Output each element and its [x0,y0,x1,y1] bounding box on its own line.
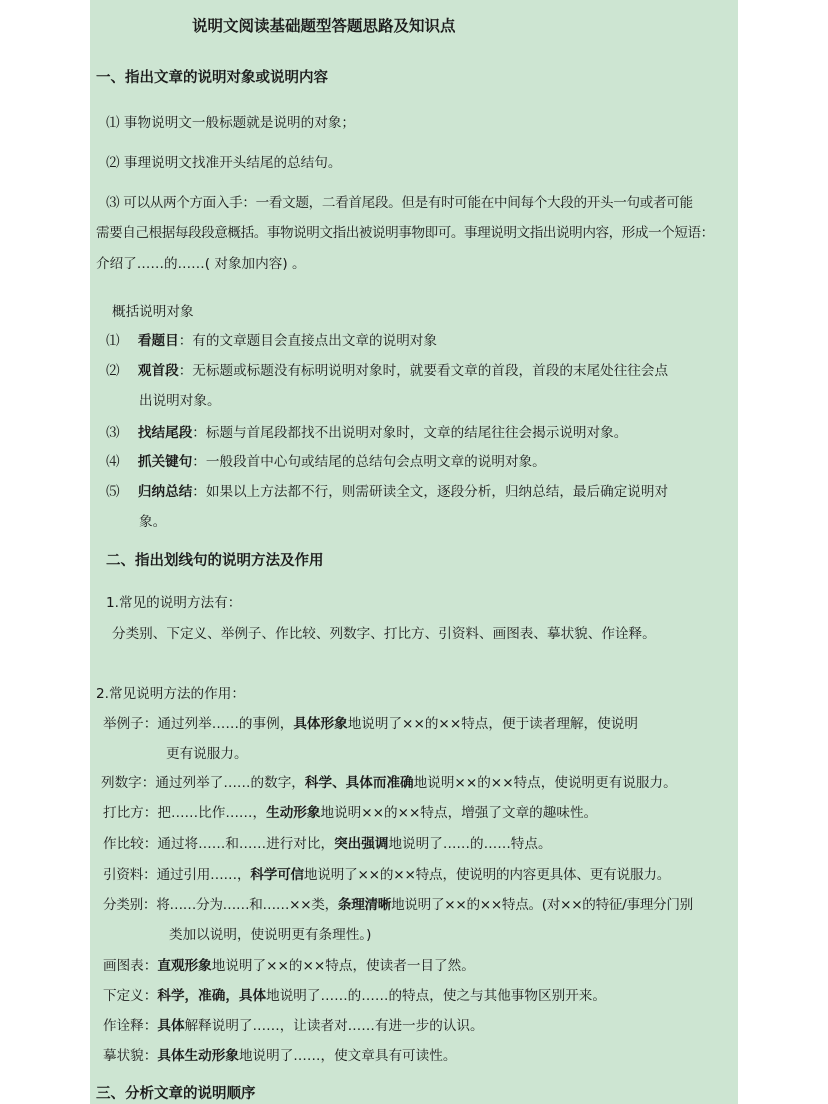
method-row: ⑵ 观首段：无标题或标题没有标明说明对象时，就要看文章的首段，首段的末尾处往往会点 [106,363,669,379]
effect-row: 举例子：通过列举……的事例，具体形象地说明了××的××特点，便于读者理解，使说明 [103,716,638,732]
effect-row: 列数字：通过列举了……的数字，科学、具体而准确地说明××的××特点，使说明更有说服力。 [101,775,677,791]
method-row: ⑸ 归纳总结：如果以上方法都不行，则需研读全文，逐段分析，归纳总结，最后确定说明对 [106,484,669,500]
effect-row: 引资料：通过引用……，科学可信地说明了××的××特点，使说明的内容更具体、更有说服力。 [103,867,671,883]
effect-row: 画图表：直观形象地说明了××的××特点，使读者一目了然。 [103,958,475,974]
common-methods-label: 1.常见的说明方法有： [106,595,242,611]
method-row-continuation: 出说明对象。 [139,393,221,409]
section-1-item-3-line-3: 介绍了……的……( 对象加内容) 。 [96,256,306,272]
section-1-item-3-line-2: 需要自己根据每段段意概括。事物说明文指出被说明事物即可。事理说明文指出说明内容，形成一个短语： [96,225,714,241]
method-row: ⑷ 抓关键句：一般段首中心句或结尾的总结句会点明文章的说明对象。 [106,454,546,470]
effect-row: 作诠释：具体解释说明了……，让读者对……有进一步的认识。 [103,1018,484,1034]
method-row: ⑴ 看题目：有的文章题目会直接点出文章的说明对象 [106,333,437,349]
method-row-continuation: 象。 [139,514,167,530]
effect-row-continuation: 更有说服力。 [166,746,248,762]
section-1-item-1: ⑴ 事物说明文一般标题就是说明的对象； [106,115,356,131]
section-2-heading: 二、指出划线句的说明方法及作用 [106,553,324,569]
method-row: ⑶ 找结尾段：标题与首尾段都找不出说明对象时，文章的结尾往往会揭示说明对象。 [106,425,628,441]
document-page [90,0,738,1104]
section-1-item-2: ⑵ 事理说明文找准开头结尾的总结句。 [106,155,342,171]
effect-row: 作比较：通过将……和……进行对比，突出强调地说明了……的……特点。 [103,836,552,852]
method-effects-label: 2.常见说明方法的作用： [96,686,245,702]
effect-row-continuation: 类加以说明，使说明更有条理性。) [169,927,372,943]
effect-row: 打比方：把……比作……，生动形象地说明××的××特点，增强了文章的趣味性。 [103,805,598,821]
sub-heading-summarize-object: 概括说明对象 [112,304,194,320]
section-3-heading: 三、分析文章的说明顺序 [96,1086,256,1102]
effect-row: 分类别：将……分为……和……××类，条理清晰地说明了××的××特点。(对××的特征/事理分门别 [103,897,693,913]
page-title: 说明文阅读基础题型答题思路及知识点 [192,17,456,35]
section-1-heading: 一、指出文章的说明对象或说明内容 [96,70,328,86]
effect-row: 摹状貌：具体生动形象地说明了……，使文章具有可读性。 [103,1048,457,1064]
section-1-item-3-line-1: ⑶ 可以从两个方面入手：一看文题，二看首尾段。但是有时可能在中间每个大段的开头一句或者可能 [106,195,693,211]
effect-row: 下定义：科学，准确，具体地说明了……的……的特点，使之与其他事物区别开来。 [103,988,606,1004]
common-methods-list: 分类别、下定义、举例子、作比较、列数字、打比方、引资料、画图表、摹状貌、作诠释。 [112,626,656,642]
